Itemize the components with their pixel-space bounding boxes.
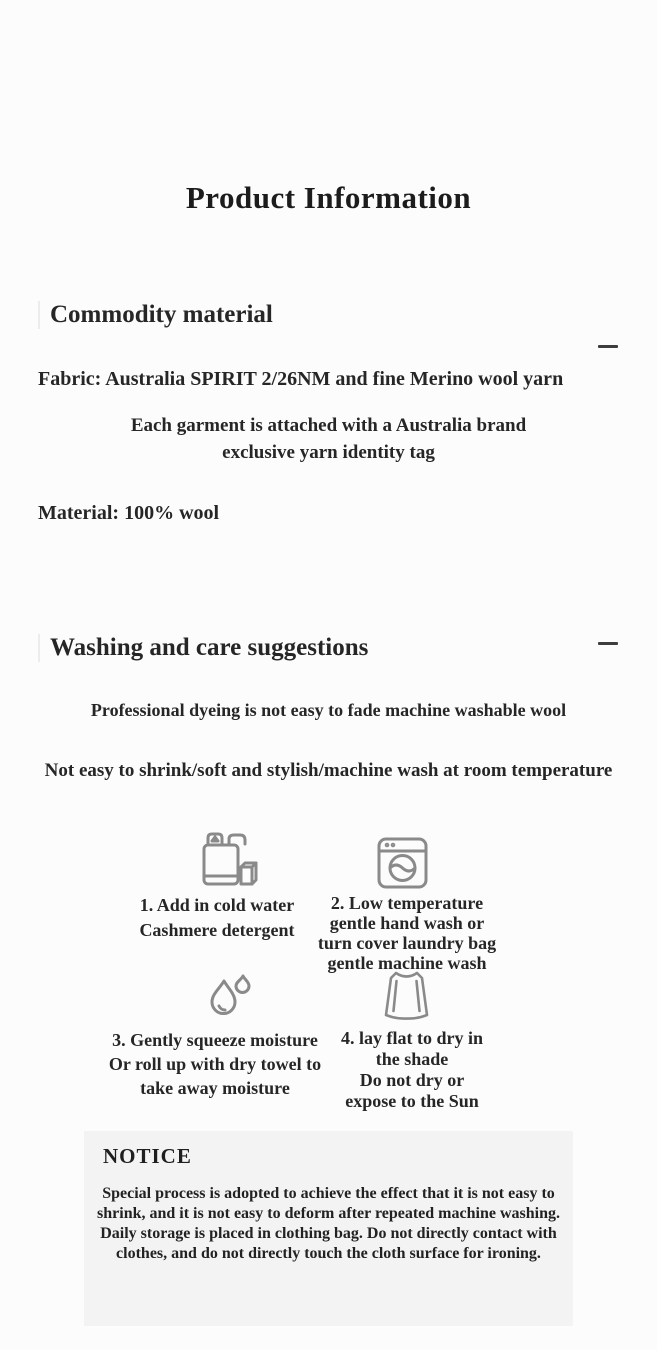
notice-heading: NOTICE bbox=[103, 1144, 192, 1168]
washing-care-heading: Washing and care suggestions bbox=[38, 634, 368, 662]
step-line: Do not dry or bbox=[359, 1070, 465, 1090]
commodity-material-heading: Commodity material bbox=[38, 301, 273, 329]
lay-flat-garment-icon bbox=[383, 969, 430, 1021]
step-line: take away moisture bbox=[140, 1078, 290, 1098]
fabric-line: Fabric: Australia SPIRIT 2/26NM and fine Merino wool yarn bbox=[38, 368, 564, 390]
care-step-text bbox=[317, 1028, 507, 1112]
step-line: the shade bbox=[375, 1049, 449, 1069]
care-note-shrink: Not easy to shrink/soft and stylish/machine wash at room temperature bbox=[44, 760, 613, 781]
step-line: 4. lay flat to dry in bbox=[341, 1028, 483, 1048]
step-line: 3. Gently squeeze moisture bbox=[112, 1030, 318, 1050]
step-line: Cashmere detergent bbox=[139, 920, 295, 940]
step-line: Or roll up with dry towel to bbox=[108, 1054, 322, 1074]
garment-note-line: exclusive yarn identity tag bbox=[222, 442, 435, 463]
notice-box bbox=[84, 1131, 573, 1326]
care-note-dyeing: Professional dyeing is not easy to fade machine washable wool bbox=[90, 700, 567, 720]
notice-body: Special process is adopted to achieve the effect that it is not easy to shrink, and it is not easy to deform after repeated machine washing. Daily storage is placed in clothing bag. Do not directly contact with clothes, and do not directly touch the cloth surface for ironing. bbox=[97, 1185, 560, 1262]
washing-machine-icon bbox=[377, 837, 428, 889]
collapse-dash-icon[interactable] bbox=[598, 345, 618, 348]
page-title: Product Information bbox=[185, 180, 472, 215]
garment-note bbox=[0, 412, 657, 466]
step-line: gentle machine wash bbox=[327, 953, 487, 973]
garment-note-line: Each garment is attached with a Australia brand bbox=[130, 415, 527, 436]
material-line: Material: 100% wool bbox=[38, 502, 220, 524]
water-drops-icon bbox=[209, 973, 252, 1019]
care-step-text bbox=[292, 893, 522, 973]
collapse-dash-icon[interactable] bbox=[598, 642, 618, 645]
step-line: turn cover laundry bag bbox=[317, 933, 497, 953]
care-step-text bbox=[85, 1028, 345, 1100]
step-line: 2. Low temperature bbox=[330, 893, 484, 913]
detergent-bottle-icon bbox=[196, 830, 258, 888]
step-line: expose to the Sun bbox=[345, 1091, 479, 1111]
step-line: gentle hand wash or bbox=[329, 913, 485, 933]
step-line: 1. Add in cold water bbox=[139, 895, 295, 915]
